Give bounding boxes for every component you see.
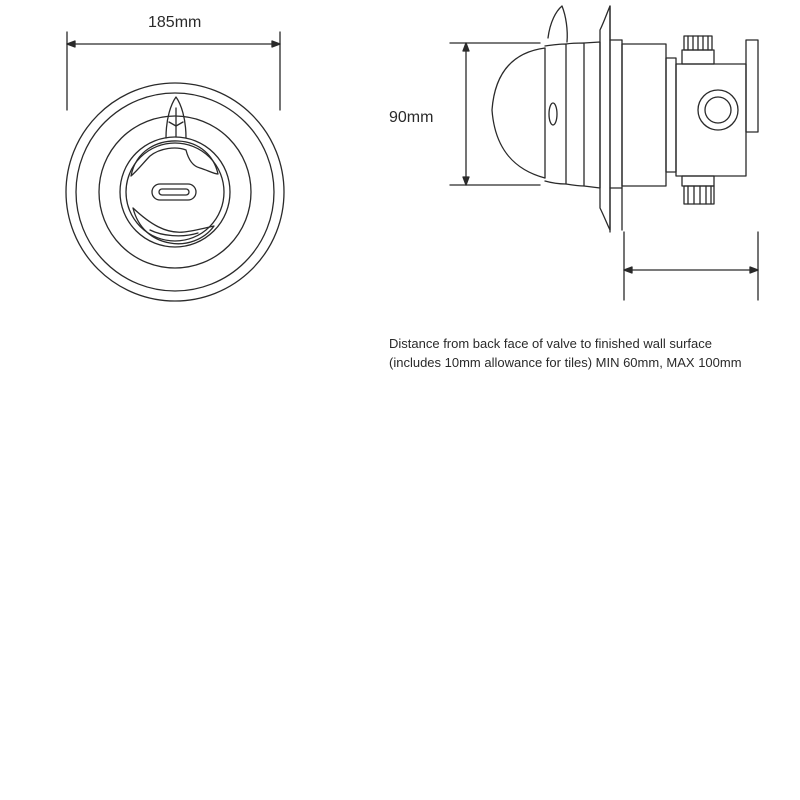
knob-inner-ring xyxy=(126,143,224,241)
height-dimension xyxy=(450,43,540,185)
trim-plate xyxy=(99,116,251,268)
installation-note-line-2: (includes 10mm allowance for tiles) MIN 60mm, MAX 100mm xyxy=(389,355,742,370)
width-dimension-label: 185mm xyxy=(148,14,202,31)
installation-note xyxy=(389,334,742,372)
control-knob xyxy=(120,137,230,247)
trim-ring-inner xyxy=(76,93,274,291)
top-fitting xyxy=(682,36,714,64)
side-view xyxy=(450,6,758,300)
outlet-port xyxy=(698,90,738,130)
knob-dome xyxy=(492,48,545,178)
depth-dimension xyxy=(624,232,758,300)
wall-flange xyxy=(600,6,610,230)
side-lever xyxy=(548,6,567,42)
valve-body xyxy=(622,44,666,186)
width-dimension xyxy=(67,32,280,110)
side-slot xyxy=(549,103,557,125)
height-dimension-label: 90mm xyxy=(389,109,434,126)
front-view xyxy=(66,32,284,301)
installation-note-line-1: Distance from back face of valve to finished wall surface xyxy=(389,336,712,351)
bottom-fitting xyxy=(682,176,714,204)
